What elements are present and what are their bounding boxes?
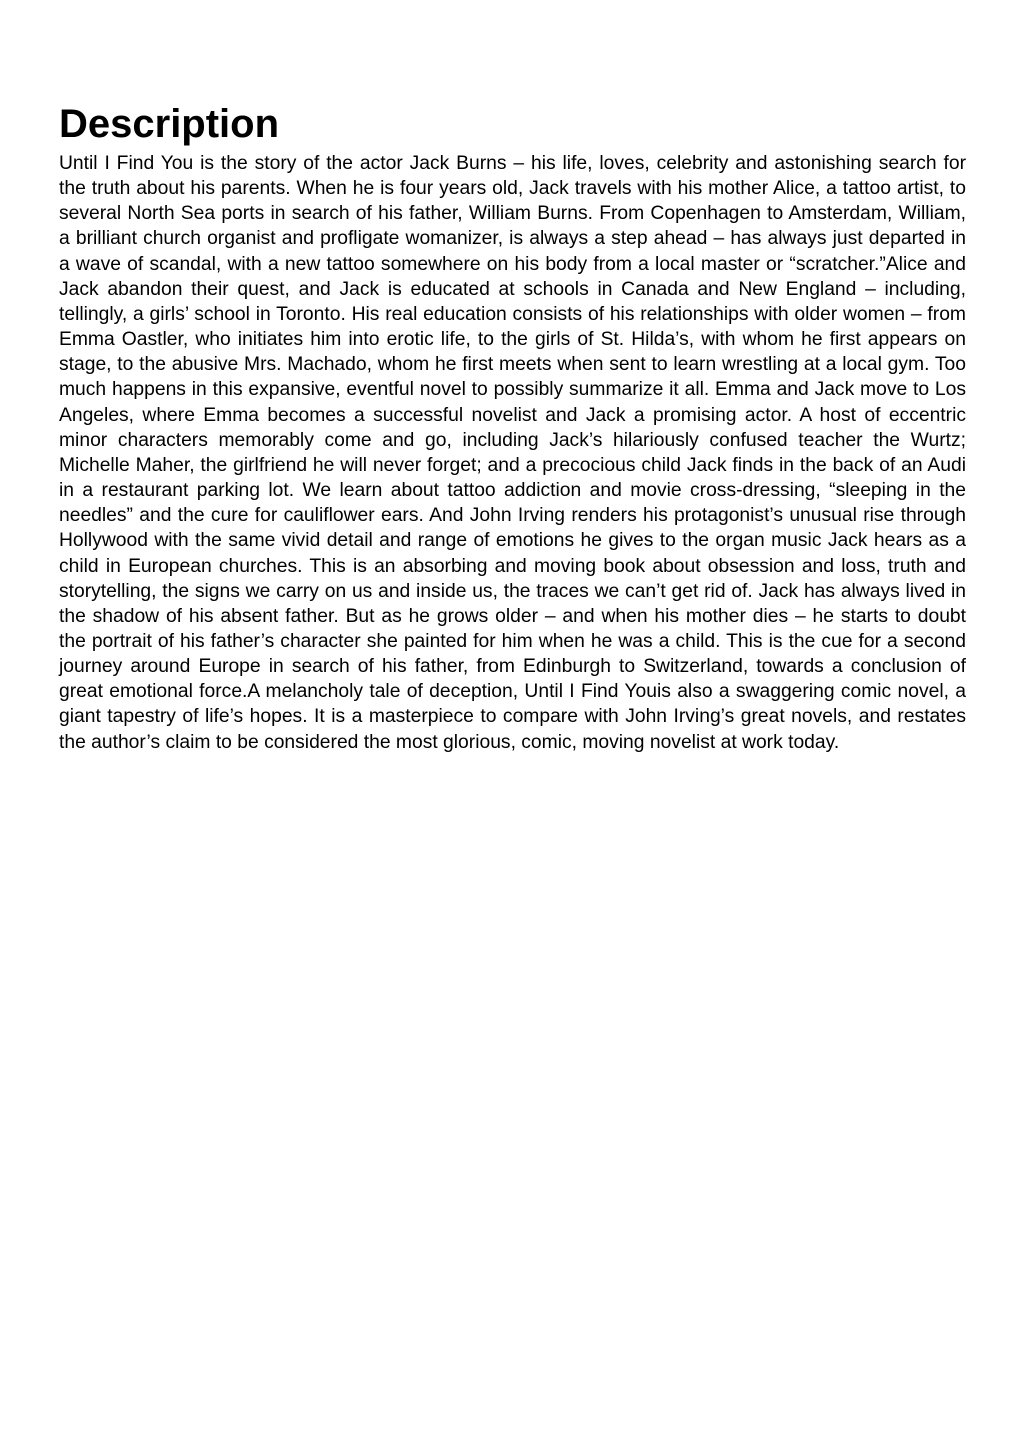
description-paragraph: Until I Find You is the story of the actor Jack Burns – his life, loves, celebrity and astonishing search for the truth about his parents. When he is four years old, Jack travels with his mother Alice, a tattoo artist, to several North Sea ports in search of his father, William Burns. From Copenhagen to Amsterdam, William, a brilliant church organist and profligate womanizer, is always a step ahead – has always just departed in a wave of scandal, with a new tattoo somewhere on his body from a local master or “scratcher.”Alice and Jack abandon their quest, and Jack is educated at schools in Canada and New England – including, tellingly, a girls’ school in Toronto. His real education consists of his relationships with older women – from Emma Oastler, who initiates him into erotic life, to the girls of St. Hilda’s, with whom he first appears on stage, to the abusive Mrs. Machado, whom he first meets when sent to learn wrestling at a local gym. Too much happens in this expansive, eventful novel to possibly summarize it all. Emma and Jack move to Los Angeles, where Emma becomes a successful novelist and Jack a promising actor. A host of eccentric minor characters memorably come and go, including Jack’s hilariously confused teacher the Wurtz; Michelle Maher, the girlfriend he will never forget; and a precocious child Jack finds in the back of an Audi in a restaurant parking lot. We learn about tattoo addiction and movie cross-dressing, “sleeping in the needles” and the cure for cauliflower ears. And John Irving renders his protagonist’s unusual rise through Hollywood with the same vivid detail and range of emotions he gives to the organ music Jack hears as a child in European churches. This is an absorbing and moving book about obsession and loss, truth and storytelling, the signs we carry on us and inside us, the traces we can’t get rid of. Jack has always lived in the shadow of his absent father. But as he grows older – and when his mother dies – he starts to doubt the portrait of his father’s character she painted for him when he was a child. This is the cue for a second journey around Europe in search of his father, from Edinburgh to Switzerland, towards a conclusion of great emotional force.A melancholy tale of deception, Until I Find Youis also a swaggering comic novel, a giant tapestry of life’s hopes. It is a masterpiece to compare with John Irving’s great novels, and restates the author’s claim to be considered the most glorious, comic, moving novelist at work today. — [59, 153, 966, 753]
section-heading: Description — [59, 102, 280, 146]
document-page — [59, 100, 966, 755]
